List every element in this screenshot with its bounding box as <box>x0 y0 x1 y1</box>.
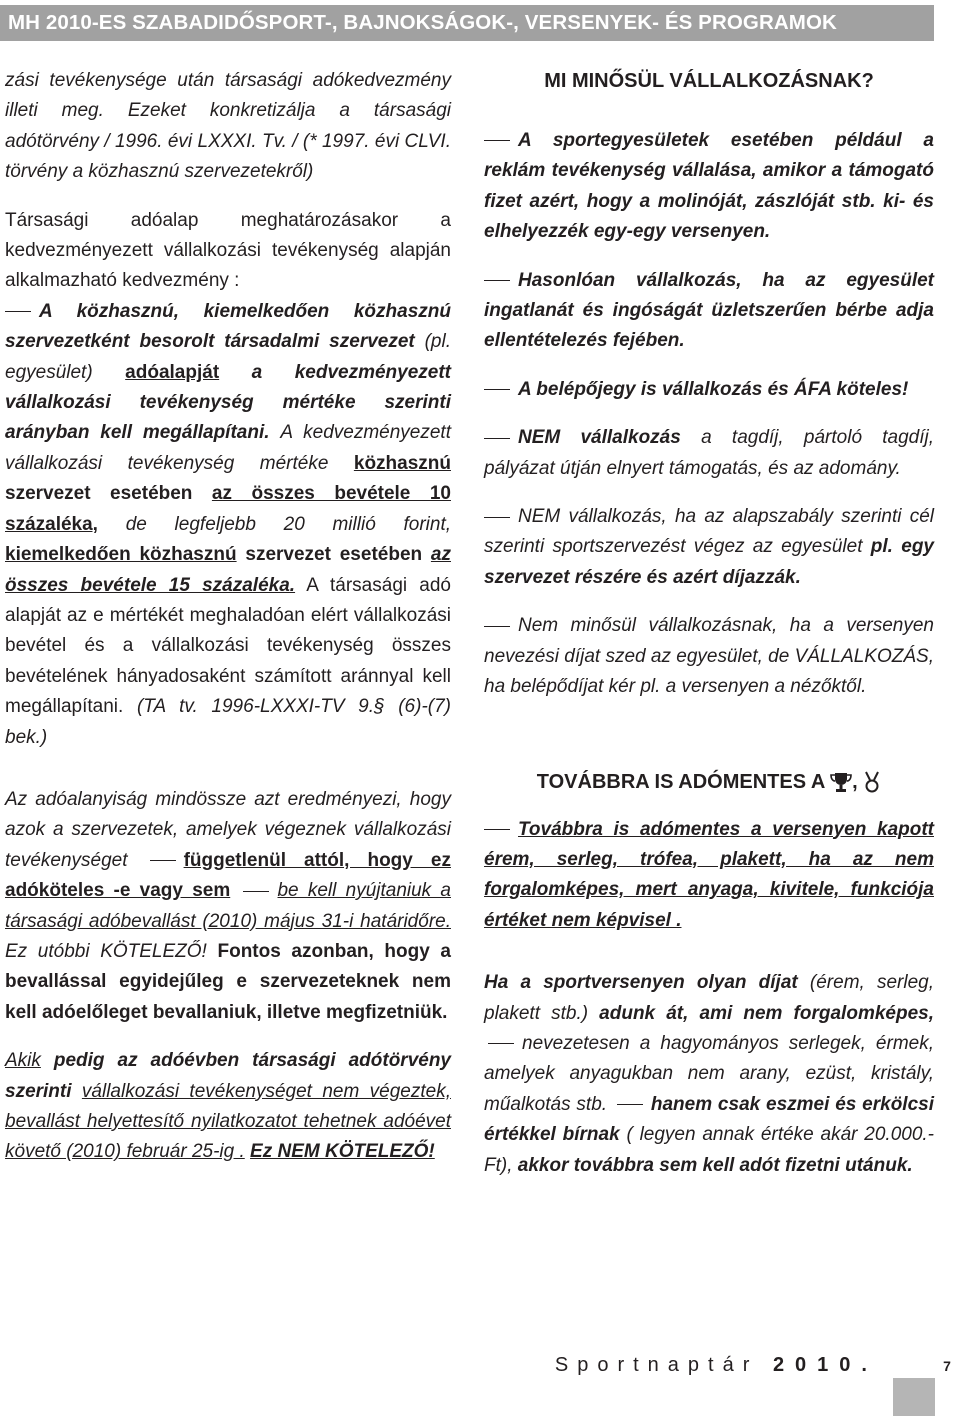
declaration-deadline: vállalkozási tevékenységet nem végeztek, bevallást helyettesítő nyilatkozatot tehetnek adóévet követő (2010) február 25-ig . <box>5 1080 451 1163</box>
dash-bullet <box>484 140 510 141</box>
item-ticket-text: A belépőjegy is vállalkozás és ÁFA köteles! <box>518 378 909 400</box>
statutory-goal-text: NEM vállalkozás, ha az alapszabály szerinti cél szerinti sportszervezést végez az egyesület <box>484 506 934 558</box>
left-column <box>5 66 451 1168</box>
prominent-public-benefit: kiemelkedően közhasznú <box>5 544 237 566</box>
item-advertising <box>484 126 934 248</box>
item-awards-tax-free <box>484 815 934 937</box>
prize-no-tax: akkor továbbra sem kell adót fizetni utánuk. <box>517 1154 913 1176</box>
footer-year: 2010. <box>772 1354 878 1376</box>
public-benefit-term: közhasznú <box>353 452 451 474</box>
org-case-2: szervezet esetében <box>245 544 423 566</box>
dash-bullet <box>150 860 176 861</box>
tax-base-org: A közhasznú, kiemelkedően közhasznú szervezetként besorolt társadalmi szervezet <box>5 300 451 353</box>
page-header-bar <box>0 5 934 41</box>
mandatory-note: Ez utóbbi KÖTELEZŐ! <box>5 940 207 962</box>
item-entry-fee <box>484 611 934 702</box>
regardless-taxable: függetlenül attól, hogy ez adóköteles -e vagy sem <box>5 849 451 902</box>
dash-bullet <box>617 1104 643 1105</box>
dash-bullet <box>484 829 510 830</box>
tax-base-term: adóalapját <box>125 361 220 383</box>
dash-bullet <box>484 438 510 439</box>
dash-bullet <box>5 311 31 312</box>
footer-label: Sportnaptár <box>554 1354 759 1376</box>
tax-base-example: (pl. egyesület) <box>5 331 452 383</box>
paragraph-prize <box>484 968 934 1181</box>
law-reference: (TA tv. 1996-LXXXI-TV 9.§ (6)-(7) bek.) <box>5 696 451 748</box>
tax-base-measure: A kedvezményezett vállalkozási tevékenység mértéke <box>5 422 451 474</box>
statutory-goal-example: pl. egy szervezet részére és azért díjazzák. <box>484 536 934 588</box>
fifteen-percent: az összes bevétele 15 százaléka. <box>5 544 451 596</box>
paragraph-intro: zási tevékenysége után társasági adókedvezmény illeti meg. Ezeket konkretizálja a társasági adótörvény / 1996. évi LXXXI. Tv. / (* 1997. évi CLVI. törvény a közhasznú szervezetekről) <box>5 70 451 183</box>
item-not-business <box>484 423 934 484</box>
footer-decoration <box>893 1378 935 1416</box>
footer-publication <box>555 1354 878 1377</box>
those-who: Akik <box>5 1050 41 1072</box>
not-mandatory-note: Ez NEM KÖTELEZŐ! <box>250 1141 435 1163</box>
dash-bullet <box>484 280 510 281</box>
trophy-icon <box>830 771 852 793</box>
prize-not-marketable: adunk át, ami nem forgalomképes, <box>599 1002 934 1024</box>
item-rental-text: Hasonlóan vállalkozás, ha az egyesület ingatlanát és ingóságát üzletszerűen bérbe adja ellentételezés fejében. <box>484 269 934 352</box>
heading-still-tax-free <box>484 767 934 797</box>
item-statutory-goal <box>484 502 934 593</box>
prize-moral-value: hanem csak eszmei és erkölcsi értékkel bírnak <box>484 1093 934 1146</box>
tax-base-explanation: A társasági adó alapját az e mértékét meghaladóan elért vállalkozási bevétel és a vállalkozási tevékenység összes bevételének hányadosaként számított aránnyal kell megállapítani. <box>5 574 451 718</box>
tax-year-law: pedig az adóévben társasági adótörvény szerinti <box>5 1050 452 1102</box>
item-rental <box>484 266 934 357</box>
heading-what-is-business: MI MINŐSÜL VÁLLALKOZÁSNAK? <box>544 70 874 92</box>
dash-bullet <box>484 626 510 627</box>
org-case: szervezet esetében <box>5 483 193 505</box>
not-business-text: a tagdíj, pártoló tagdíj, pályázat útján elnyert támogatás, és az adomány. <box>484 427 935 479</box>
item-ticket <box>484 375 934 405</box>
item-advertising-text: A sportegyesületek esetében például a reklám tevékenység vállalása, amikor a támogató fizet azért, hogy a molinóját, zászlóját stb. ki- és elhelyezzék egy-egy versenyen. <box>484 130 934 243</box>
heading-still-tax-free-text: TOVÁBBRA IS ADÓMENTES A <box>536 770 825 793</box>
prize-details: nevezetesen a hagyományos serlegek, érmek, amelyek anyagukban nem arany, ezüst, kristály, műalkotás stb. <box>484 1032 934 1115</box>
medal-icon <box>863 771 881 793</box>
page-number: 7 <box>934 1352 960 1380</box>
not-business-label: NEM vállalkozás <box>518 427 681 449</box>
tax-base-intro: Társasági adóalap meghatározásakor a kedvezményezett vállalkozási tevékenység alapján alkalmazható kedvezmény : <box>5 209 451 292</box>
awards-tax-free-text: Továbbra is adómentes a versenyen kapott érem, serleg, trófea, plakett, ha az nem forgalomképes, mert anyaga, kivitele, funkciója értéket nem képvisel . <box>484 818 934 931</box>
paragraph-no-activity <box>5 1046 451 1168</box>
prize-value-note: ( legyen annak értéke akár 20.000.-Ft), <box>484 1124 934 1176</box>
tax-base-ratio: a kedvezményezett vállalkozási tevékenység mértéke szerinti arányban kell megállapítani. <box>5 361 452 444</box>
prize-intro: Ha a sportversenyen olyan díjat <box>484 972 798 994</box>
entry-fee-text: Nem minősül vállalkozásnak, ha a versenyen nevezési díjat szed az egyesület, de VÁLLALKOZÁS, ha belépődíjat kér pl. a versenyen a nézőktől. <box>484 615 934 698</box>
max-amount: de legfeljebb 20 millió forint, <box>125 513 452 535</box>
ten-percent: az összes bevétele 10 százaléka, <box>5 483 451 535</box>
right-column <box>484 66 934 1181</box>
filing-deadline: be kell nyújtaniuk a társasági adóbevallást (2010) május 31-i határidőre. <box>5 880 451 932</box>
dash-bullet <box>484 517 510 518</box>
prize-examples: (érem, serleg, plakett stb.) <box>484 972 934 1024</box>
paragraph-tax-base <box>5 206 451 753</box>
dash-bullet <box>488 1043 514 1044</box>
page-header-title: MH 2010-ES SZABADIDŐSPORT-, BAJNOKSÁGOK-, VERSENYEK- ÉS PROGRAMOK <box>8 11 837 34</box>
advance-note: Fontos azonban, hogy a bevallással egyidejűleg e szervezeteknek nem kell adóelőleget bevallaniuk, illetve megfizetniük. <box>5 940 451 1023</box>
dash-bullet <box>243 891 269 892</box>
tax-subject-intro: Az adóalanyiság mindössze azt eredményezi, hogy azok a szervezetek, amelyek végeznek vállalkozási tevékenységet <box>5 788 451 871</box>
paragraph-tax-subject <box>5 785 451 1028</box>
dash-bullet <box>484 389 510 390</box>
heading-separator: , <box>852 770 858 793</box>
